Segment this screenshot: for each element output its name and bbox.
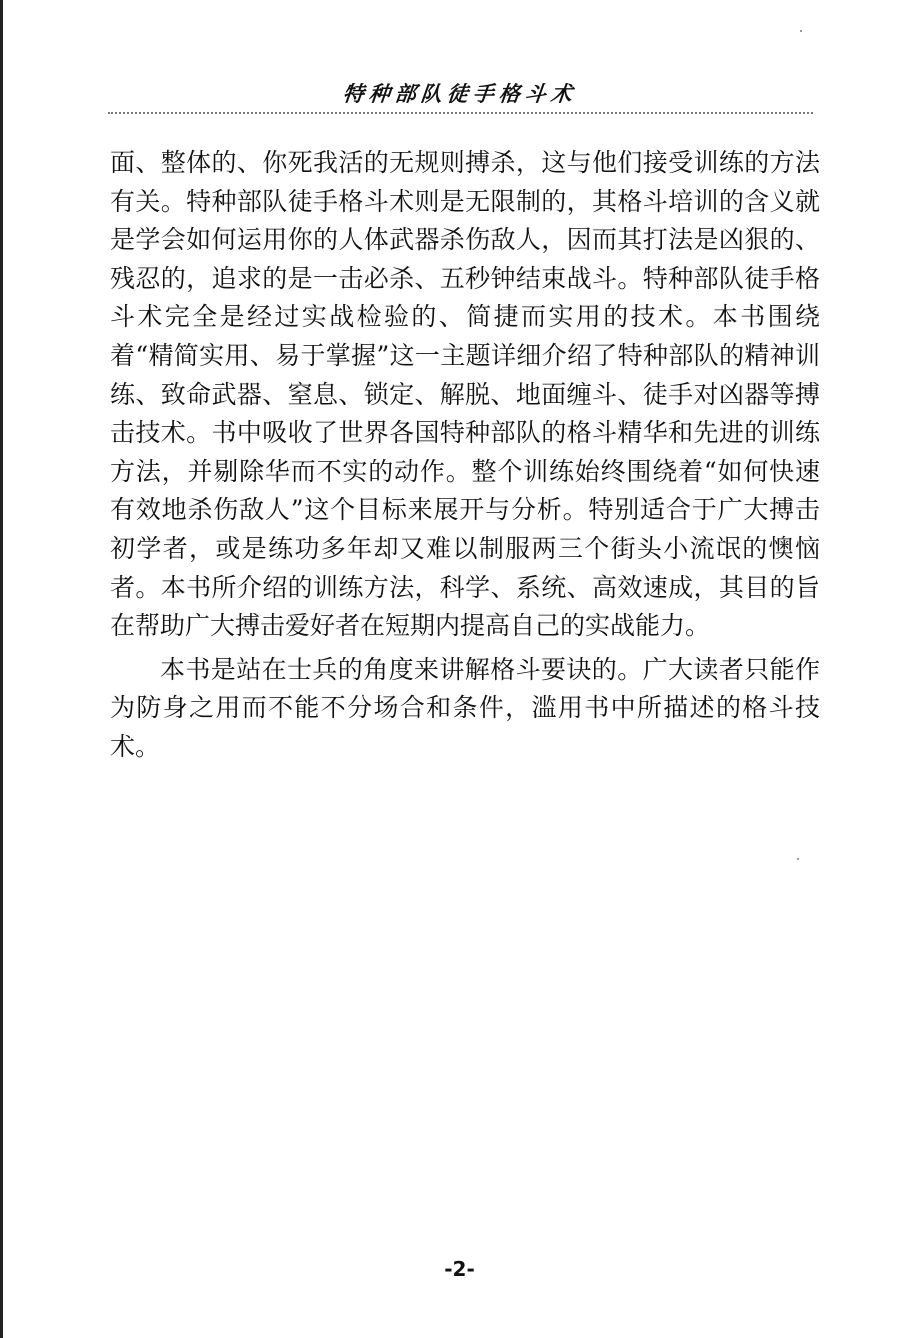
- page-body: [110, 144, 820, 767]
- paragraph-2: 本书是站在士兵的角度来讲解格斗要诀的。广大读者只能作为防身之用而不能不分场合和条件，滥用书中所描述的格斗技术。: [110, 654, 820, 761]
- page-edge-border: [0, 0, 3, 1338]
- page-number: -2-: [444, 1257, 475, 1281]
- header-divider: [108, 112, 813, 114]
- paragraph-1: 面、整体的、你死我活的无规则搏杀，这与他们接受训练的方法有关。特种部队徒手格斗术则是无限制的，其格斗培训的含义就是学会如何运用你的人体武器杀伤敌人，因而其打法是凶狠的、残忍的，追求的是一击必杀、五秒钟结束战斗。特种部队徒手格斗术完全是经过实战检验的、简捷而实用的技术。本书围绕着“精简实用、易于掌握”这一主题详细介绍了特种部队的精神训练、致命武器、窒息、锁定、解脱、地面缠斗、徒手对凶器等搏击技术。书中吸收了世界各国特种部队的格斗精华和先进的训练方法，并剔除华而不实的动作。整个训练始终围绕着“如何快速有效地杀伤敌人”这个目标来展开与分析。特别适合于广大搏击初学者，或是练功多年却又难以制服两三个街头小流氓的懊恼者。本书所介绍的训练方法，科学、系统、高效速成，其目的旨在帮助广大搏击爱好者在短期内提高自己的实战能力。: [110, 148, 820, 641]
- running-header: [0, 78, 919, 108]
- scan-speck: [800, 30, 802, 32]
- book-title: 特种部队徒手格斗术: [341, 82, 578, 106]
- scan-speck: [797, 858, 799, 860]
